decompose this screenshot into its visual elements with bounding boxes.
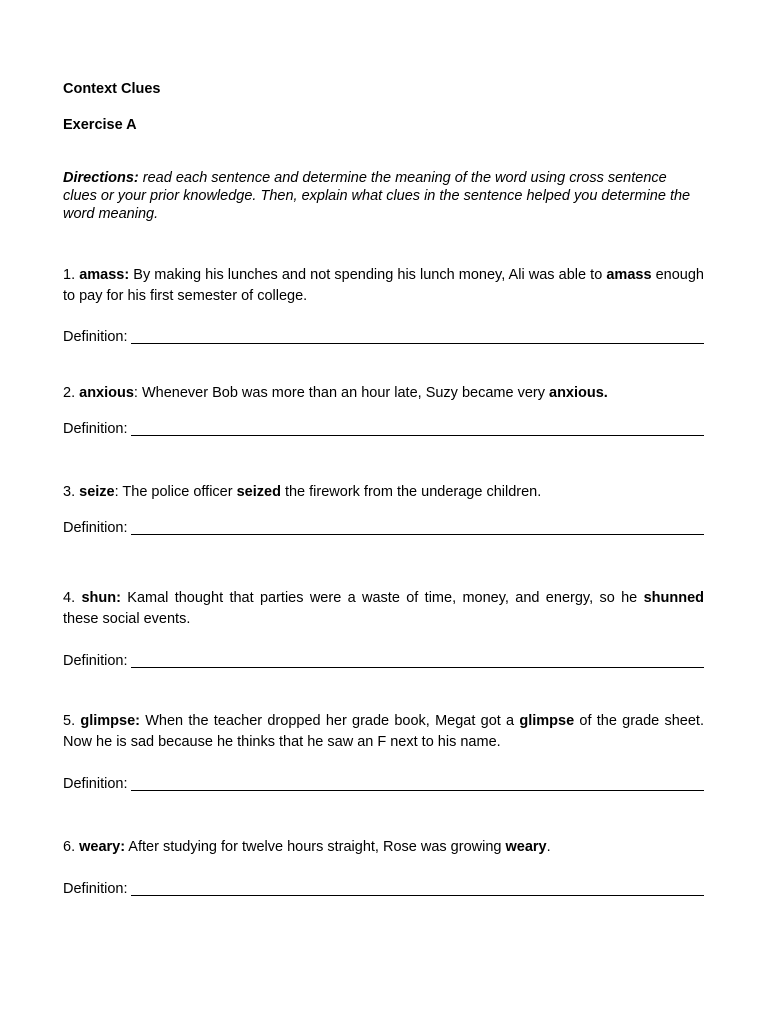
question-sentence-end: the firework from the underage children. [280,484,542,500]
worksheet-title: Context Clues [63,81,161,97]
directions-label: Directions: [63,170,139,186]
definition-row-4 [63,650,704,670]
question-highlight-word: weary [505,839,547,855]
question-sentence-end: . [546,839,551,855]
question-2 [63,383,704,404]
definition-input-6[interactable] [131,880,704,896]
question-5 [63,711,704,753]
question-sentence-end: enough to pay for his first semester of college. [63,267,705,304]
question-number: 6. [63,839,76,855]
definition-input-4[interactable] [131,652,704,668]
question-term: anxious [79,385,134,401]
question-sentence-end: these social events. [63,611,191,627]
definition-input-2[interactable] [131,420,704,436]
question-number: 3. [63,484,76,500]
exercise-heading: Exercise A [63,117,137,133]
definition-label: Definition: [63,520,128,536]
question-number: 2. [63,385,76,401]
question-sentence-start: By making his lunches and not spending his lunch money, Ali was able to [129,267,607,283]
question-sentence-start: : The police officer [114,484,237,500]
question-sentence-start: : Whenever Bob was more than an hour late, Suzy became very [133,385,549,401]
question-3 [63,482,704,503]
definition-label: Definition: [63,881,128,897]
question-highlight-word: seized [236,484,281,500]
question-highlight-word: shunned [643,590,704,606]
question-1 [63,265,704,307]
question-term: glimpse: [80,713,140,729]
definition-label: Definition: [63,776,128,792]
question-highlight-word: glimpse [519,713,575,729]
definition-label: Definition: [63,421,128,437]
definition-row-2 [63,418,704,438]
definition-row-1 [63,326,704,346]
question-highlight-word: amass [606,267,652,283]
definition-row-3 [63,517,704,537]
question-sentence-end: of the grade sheet. Now he is sad because he thinks that he saw an F next to his name. [63,713,704,750]
question-term: amass: [79,267,130,283]
definition-label: Definition: [63,329,128,345]
definition-row-6 [63,878,704,898]
question-highlight-word: anxious. [549,385,608,401]
question-term: seize [79,484,115,500]
definition-input-5[interactable] [131,775,704,791]
question-number: 5. [63,713,76,729]
question-term: weary: [79,839,126,855]
definition-row-5 [63,773,704,793]
worksheet-page [63,0,704,1024]
definition-label: Definition: [63,653,128,669]
question-sentence-start: After studying for twelve hours straight, Rose was growing [125,839,506,855]
question-6 [63,837,704,858]
question-4 [63,588,704,630]
question-sentence-start: Kamal thought that parties were a waste of time, money, and energy, so he [120,590,644,606]
definition-input-3[interactable] [131,519,704,535]
question-term: shun: [81,590,121,606]
directions-paragraph [63,169,704,223]
definition-input-1[interactable] [131,328,704,344]
question-sentence-start: When the teacher dropped her grade book, Megat got a [139,713,520,729]
question-number: 4. [63,590,76,606]
question-number: 1. [63,267,76,283]
directions-text: read each sentence and determine the meaning of the word using cross sentence clues or your prior knowledge. Then, explain what clues in the sentence helped you determine the word meaning. [63,170,691,222]
